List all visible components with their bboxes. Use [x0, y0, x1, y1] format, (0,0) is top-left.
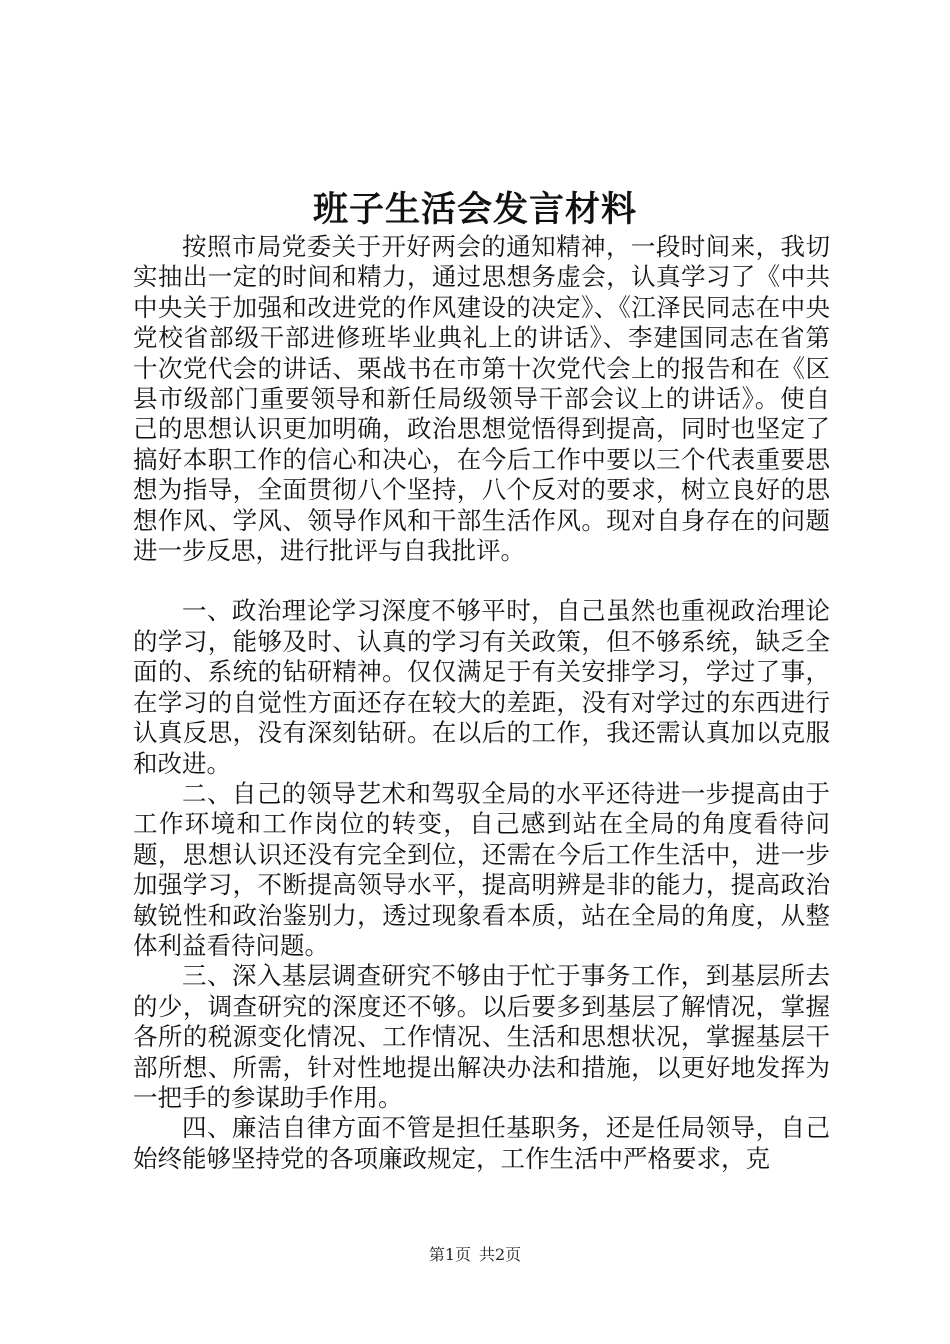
document-body: [133, 232, 830, 1174]
intro-paragraph: 按照市局党委关于开好两会的通知精神，一段时间来，我切实抽出一定的时间和精力，通过思想务虚会，认真学习了《中共中央关于加强和改进党的作风建设的决定》、《江泽民同志在中央党校省部级干部进修班毕业典礼上的讲话》、李建国同志在省第十次党代会的讲话、栗战书在市第十次党代会上的报告和在《区县市级部门重要领导和新任局级领导干部会议上的讲话》。使自己的思想认识更加明确，政治思想觉悟得到提高，同时也坚定了搞好本职工作的信心和决心，在今后工作中要以三个代表重要思想为指导，全面贯彻八个坚持，八个反对的要求，树立良好的思想作风、学风、领导作风和干部生活作风。现对自身存在的问题进一步反思，进行批评与自我批评。: [133, 232, 830, 566]
section-one-paragraph: 一、政治理论学习深度不够平时，自己虽然也重视政治理论的学习，能够及时、认真的学习有关政策，但不够系统，缺乏全面的、系统的钻研精神。仅仅满足于有关安排学习，学过了事，在学习的自觉性方面还存在较大的差距，没有对学过的东西进行认真反思，没有深刻钻研。在以后的工作，我还需认真加以克服和改进。: [133, 596, 830, 778]
section-four-paragraph: 四、廉洁自律方面不管是担任基职务，还是任局领导，自己始终能够坚持党的各项廉政规定，工作生活中严格要求，克: [133, 1113, 830, 1173]
page-number: 第1页: [428, 1245, 471, 1264]
page-footer: [0, 1244, 950, 1266]
paragraph-spacer: [133, 566, 830, 596]
section-three-paragraph: 三、深入基层调查研究不够由于忙于事务工作，到基层所去的少，调查研究的深度还不够。以后要多到基层了解情况，掌握各所的税源变化情况、工作情况、生活和思想状况，掌握基层干部所想、所需，针对性地提出解决办法和措施，以更好地发挥为一把手的参谋助手作用。: [133, 961, 830, 1112]
section-two-paragraph: 二、自己的领导艺术和驾驭全局的水平还待进一步提高由于工作环境和工作岗位的转变，自己感到站在全局的角度看待问题，思想认识还没有完全到位，还需在今后工作生活中，进一步加强学习，不断提高领导水平，提高明辨是非的能力，提高政治敏锐性和政治鉴别力，透过现象看本质，站在全局的角度，从整体利益看待问题。: [133, 778, 830, 960]
page-total: 共2页: [479, 1245, 522, 1264]
document-title: 班子生活会发言材料: [312, 189, 637, 230]
